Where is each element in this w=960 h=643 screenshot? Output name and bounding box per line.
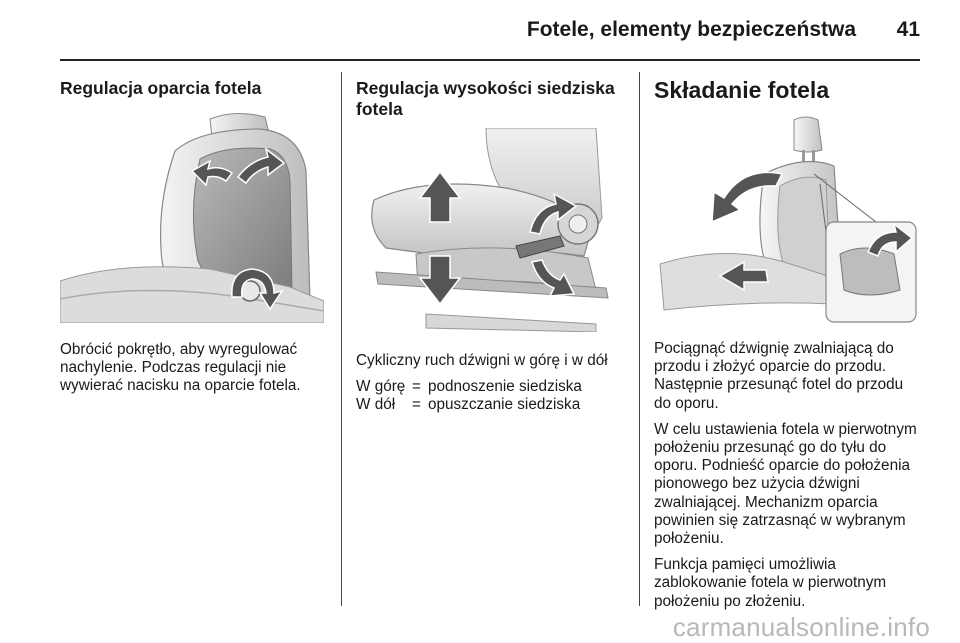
column-seat-height-adjustment [356, 72, 626, 415]
seat-height-illustration [356, 128, 624, 332]
column-divider-right [639, 72, 640, 606]
lever-direction-row [356, 378, 626, 396]
direction-up-label: W górę [356, 378, 406, 396]
column-seat-folding [654, 72, 922, 611]
folding-instructions [654, 340, 922, 611]
lever-motion-text: Cykliczny ruch dźwigni w górę i w dół [356, 352, 608, 369]
lever-direction-row [356, 396, 626, 414]
direction-down-label: W dół [356, 396, 396, 414]
direction-up-value: podnoszenie siedziska [428, 378, 582, 396]
memory-function-text: Funkcja pamięci umożliwia zablokowanie fotela w pierwotnym położeniu po złożeniu. [654, 556, 887, 610]
header-divider [60, 59, 920, 61]
backrest-instruction-text: Obrócić pokrętło, aby wyregulować nachylenie. Podczas regulacji nie wywierać nacisku na oparcie fotela. [60, 341, 301, 395]
footer-watermark: carmanualsonline.info [672, 612, 930, 642]
column-divider-left [341, 72, 342, 606]
equals-sign: = [412, 378, 421, 396]
lever-direction-table [356, 378, 626, 414]
restore-position-text: W celu ustawienia fotela w pierwotnym położeniu przesunąć go do tyłu do oporu. Podnieść oparcie do położenia pionowego bez użycia dźwigni zwalniającej. Mechanizm oparcia powinien się zatrzasnąć w wybranym położeniu. [654, 420, 917, 548]
direction-down-value: opuszczanie siedziska [428, 396, 581, 414]
equals-sign: = [412, 396, 421, 414]
page-header-title: Fotele, elementy bezpieczeństwa [526, 18, 856, 41]
folding-step-text: Pociągnąć dźwignię zwalniającą do przodu i złożyć oparcie do przodu. Następnie przesunąć fotel do przodu do oporu. [654, 340, 904, 412]
column-backrest-adjustment [60, 72, 326, 396]
seat-folding-illustration [654, 114, 920, 328]
page-number: 41 [896, 18, 920, 41]
section-heading-backrest: Regulacja oparcia fotela [60, 78, 262, 98]
section-heading-seat-folding: Składanie fotela [654, 77, 830, 103]
section-heading-seat-height: Regulacja wysokości siedziska fotela [356, 78, 615, 119]
backrest-adjustment-illustration [60, 111, 324, 323]
